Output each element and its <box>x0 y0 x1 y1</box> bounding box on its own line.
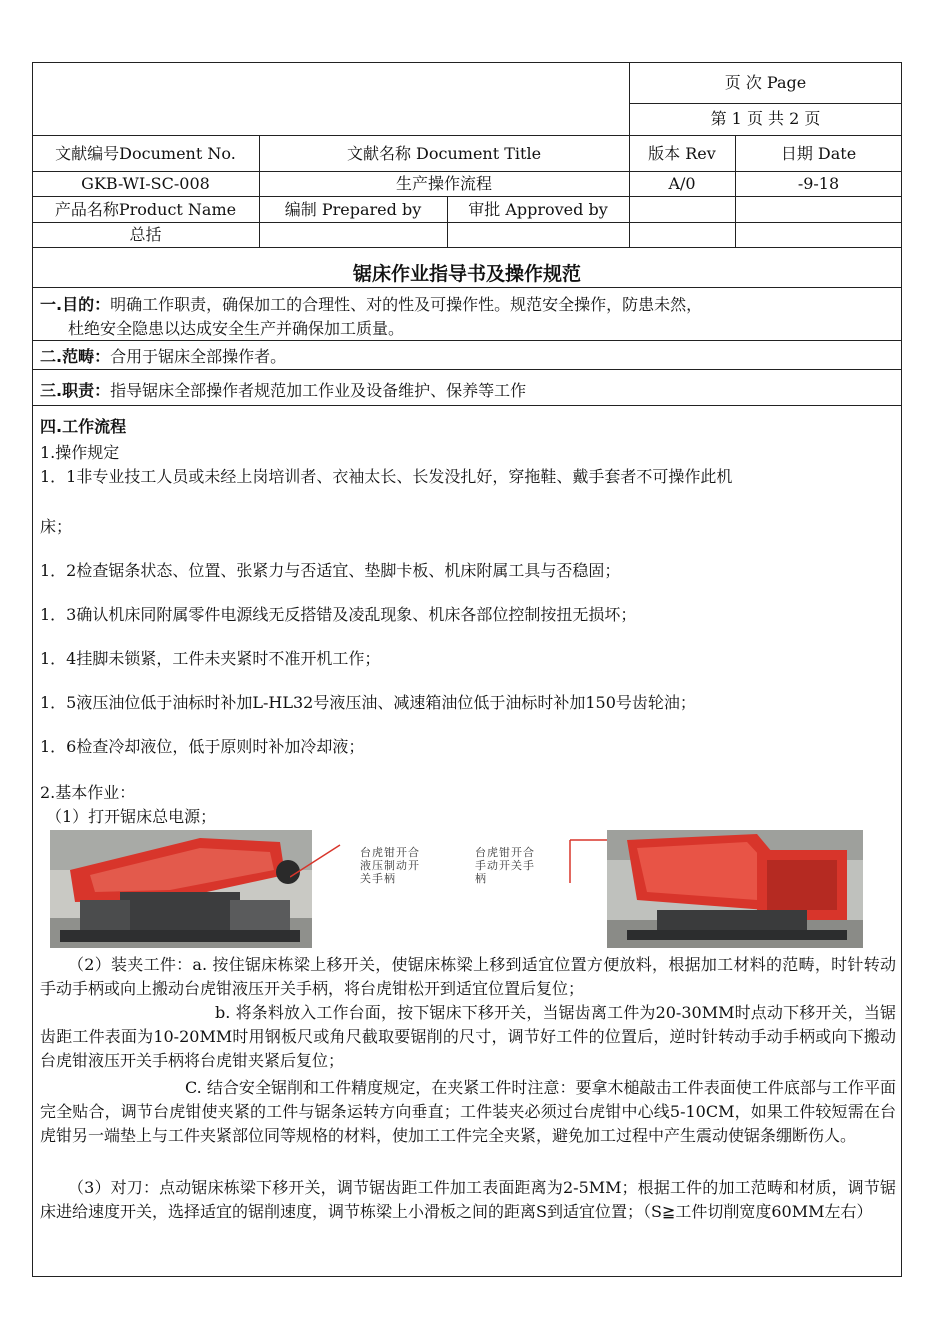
duty-heading: 三.职责： <box>40 381 111 400</box>
basic-heading: 2.基本作业： <box>40 783 136 802</box>
duty-section <box>40 378 526 401</box>
duty-text: 指导锯床全部操作者规范加工作业及设备维护、保养等工作 <box>110 381 527 400</box>
prepared-label: 编制 Prepared by <box>284 200 422 219</box>
flow-heading: 四.工作流程 <box>40 417 127 436</box>
flow-section <box>40 414 126 437</box>
rule-item: 1．3确认机床同附属零件电源线无反搭错及凌乱现象、机床各部位控制按扭无损坏； <box>40 605 637 624</box>
grid-line <box>32 196 902 197</box>
purpose-text-cont: 杜绝安全隐患以达成安全生产并确保加工质量。 <box>68 319 405 338</box>
doc-title-label: 文献名称 Document Title <box>346 144 542 163</box>
step-2c: C. 结合安全锯削和工件精度规定，在夹紧工件时注意：要拿木槌敲击工件表面使工件底部与工作平面完全贴合，调节台虎钳使夹紧的工件与锯条运转方向垂直；工件装夹必须过台虎钳中心线5-10CM，如果工件较短需在台虎钳另一端垫上与工件夹紧部位同等规格的材料，使加工工件完全夹紧，避免加工过程中产生震动使锯条绷断伤人。 <box>40 1078 896 1145</box>
grid-line <box>32 171 902 172</box>
approved-label: 审批 Approved by <box>468 200 608 219</box>
grid-line <box>32 340 902 341</box>
rule-item: 1．1非专业技工人员或未经上岗培训者、衣袖太长、长发没扎好，穿拖鞋、戴手套者不可操作此机 <box>40 467 733 486</box>
step-2b: b. 将条料放入工作台面，按下锯床下移开关，当锯齿离工件为20-30MM时点动下移开关，当锯齿距工件表面为10-20MM时用钢板尺或角尺截取要锯削的尺寸，调节好工件的位置后，逆时针转动手动手柄或向下搬动台虎钳液压开关手柄将台虎钳夹紧后复位； <box>40 1003 896 1070</box>
doc-no-value: GKB-WI-SC-008 <box>81 174 210 193</box>
page-label: 页 次 Page <box>724 73 807 92</box>
purpose-text: 明确工作职责，确保加工的合理性、对的性及可操作性。规范安全操作，防患未然， <box>110 295 703 314</box>
date-label: 日期 Date <box>780 144 857 163</box>
document-title: 锯床作业指导书及操作规范 <box>352 263 581 285</box>
scope-text: 合用于锯床全部操作者。 <box>110 347 287 366</box>
purpose-section <box>40 292 702 315</box>
rule-item: 床； <box>40 517 73 536</box>
grid-line <box>32 247 902 248</box>
product-value: 总括 <box>129 225 162 244</box>
grid-line <box>32 405 902 406</box>
caption-right: 台虎钳开合 手动开关手 柄 <box>475 846 535 885</box>
callout-lines <box>290 835 620 885</box>
grid-line <box>32 135 902 136</box>
saw-machine-photo-left <box>50 830 312 948</box>
rev-label: 版本 Rev <box>648 144 716 163</box>
step-3: （3）对刀：点动锯床栋梁下移开关，调节锯齿距工件加工表面距离为2-5MM；根据工件的加工范畴和材质，调节锯床进给速度开关，选择适宜的锯削速度，调节栋梁上小滑板之间的距离S到适宜位置；（S≧工件切削宽度60MM左右） <box>40 1178 896 1221</box>
step-1: （1）打开锯床总电源； <box>46 807 217 826</box>
rule-item: 1．6检查冷却液位，低于原则时补加冷却液； <box>40 737 365 756</box>
rules-heading: 1.操作规定 <box>40 443 120 462</box>
date-value: -9-18 <box>797 174 840 193</box>
rule-item: 1．2检查锯条状态、位置、张紧力与否适宜、垫脚卡板、机床附属工具与否稳固； <box>40 561 621 580</box>
grid-line <box>32 369 902 370</box>
rev-value: A/0 <box>668 174 696 193</box>
page-count: 第 1 页 共 2 页 <box>710 109 821 128</box>
saw-machine-photo-right <box>607 830 863 948</box>
grid-line <box>32 287 902 288</box>
purpose-heading: 一.目的： <box>40 295 111 314</box>
grid-line <box>32 222 902 223</box>
doc-title-value: 生产操作流程 <box>395 174 492 193</box>
scope-heading: 二.范畴： <box>40 347 111 366</box>
scope-section <box>40 344 286 367</box>
product-label: 产品名称Product Name <box>54 200 237 219</box>
grid-line <box>629 103 902 104</box>
caption-left: 台虎钳开合 液压制动开 关手柄 <box>360 846 420 885</box>
doc-no-label: 文献编号Document No. <box>55 144 236 163</box>
step-2a: （2）装夹工件：a. 按住锯床栋梁上移开关，使锯床栋梁上移到适宜位置方便放料，根据加工材料的范畴，时针转动手动手柄或向上搬动台虎钳液压开关手柄，将台虎钳松开到适宜位置后复位； <box>40 955 896 998</box>
rule-item: 1．4挂脚未锁紧，工件未夹紧时不准开机工作； <box>40 649 381 668</box>
rule-item: 1．5液压油位低于油标时补加L-HL32号液压油、减速箱油位低于油标时补加150号齿轮油； <box>40 693 696 712</box>
